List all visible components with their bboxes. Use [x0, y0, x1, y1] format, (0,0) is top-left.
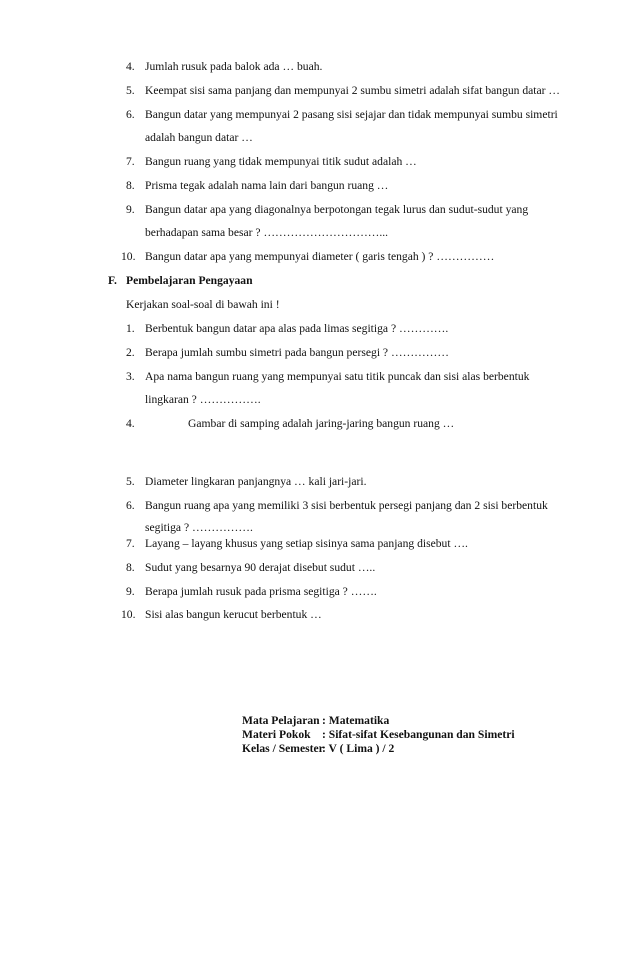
question-text: Apa nama bangun ruang yang mempunyai satu titik puncak dan sisi alas berbentuk: [145, 370, 530, 383]
question-number: 8.: [126, 561, 135, 574]
question-text: Berbentuk bangun datar apa alas pada limas segitiga ? ………….: [145, 322, 449, 335]
question-text: Layang – layang khusus yang setiap sisinya sama panjang disebut ….: [145, 537, 468, 550]
question-number: 3.: [126, 370, 135, 383]
class-label: Kelas / Semester: [242, 742, 324, 755]
question-text-continuation: berhadapan sama besar ? …………………………...: [145, 226, 389, 239]
section-letter: F.: [108, 274, 117, 287]
question-number: 5.: [126, 475, 135, 488]
question-text: Sisi alas bangun kerucut berbentuk …: [145, 608, 322, 621]
question-text: Prisma tegak adalah nama lain dari bangun ruang …: [145, 179, 389, 192]
question-text: Gambar di samping adalah jaring-jaring bangun ruang …: [188, 417, 455, 430]
question-number: 5.: [126, 84, 135, 97]
question-number: 9.: [126, 203, 135, 216]
question-text: Bangun datar apa yang mempunyai diameter ( garis tengah ) ? ……………: [145, 250, 495, 263]
section-title: Pembelajaran Pengayaan: [126, 274, 253, 287]
topic-value: : Sifat-sifat Kesebangunan dan Simetri: [322, 728, 515, 741]
question-number: 1.: [126, 322, 135, 335]
question-text: Bangun ruang apa yang memiliki 3 sisi berbentuk persegi panjang dan 2 sisi berbentuk: [145, 499, 548, 512]
question-text: Bangun ruang yang tidak mempunyai titik sudut adalah …: [145, 155, 417, 168]
question-number: 2.: [126, 346, 135, 359]
question-text: Jumlah rusuk pada balok ada … buah.: [145, 60, 323, 73]
subject-row: [242, 714, 515, 728]
subject-label: Mata Pelajaran: [242, 714, 320, 727]
question-text-continuation: lingkaran ? …………….: [145, 393, 261, 406]
topic-label: Materi Pokok: [242, 728, 311, 741]
question-text: Sudut yang besarnya 90 derajat disebut sudut …..: [145, 561, 376, 574]
question-text: Bangun datar apa yang diagonalnya berpotongan tegak lurus dan sudut-sudut yang: [145, 203, 529, 216]
question-text: Keempat sisi sama panjang dan mempunyai 2 sumbu simetri adalah sifat bangun datar …: [145, 84, 561, 97]
question-number: 10.: [121, 250, 136, 263]
question-text: Berapa jumlah sumbu simetri pada bangun persegi ? ……………: [145, 346, 449, 359]
question-text: Bangun datar yang mempunyai 2 pasang sisi sejajar dan tidak mempunyai sumbu simetri: [145, 108, 558, 121]
question-number: 4.: [126, 60, 135, 73]
topic-row: [242, 728, 515, 742]
question-number: 7.: [126, 155, 135, 168]
question-text-continuation: segitiga ? …………….: [145, 521, 253, 534]
question-text: Diameter lingkaran panjangnya … kali jari-jari.: [145, 475, 367, 488]
question-number: 4.: [126, 417, 135, 430]
question-number: 10.: [121, 608, 136, 621]
section-instruction: Kerjakan soal-soal di bawah ini !: [126, 298, 280, 311]
question-number: 6.: [126, 499, 135, 512]
question-text-continuation: adalah bangun datar …: [145, 131, 253, 144]
question-number: 7.: [126, 537, 135, 550]
class-value: : V ( Lima ) / 2: [322, 742, 395, 755]
question-number: 6.: [126, 108, 135, 121]
question-number: 8.: [126, 179, 135, 192]
question-number: 9.: [126, 585, 135, 598]
subject-info-block: [242, 714, 515, 756]
subject-value: : Matematika: [322, 714, 390, 727]
class-row: [242, 742, 515, 756]
question-text: Berapa jumlah rusuk pada prisma segitiga ? …….: [145, 585, 377, 598]
